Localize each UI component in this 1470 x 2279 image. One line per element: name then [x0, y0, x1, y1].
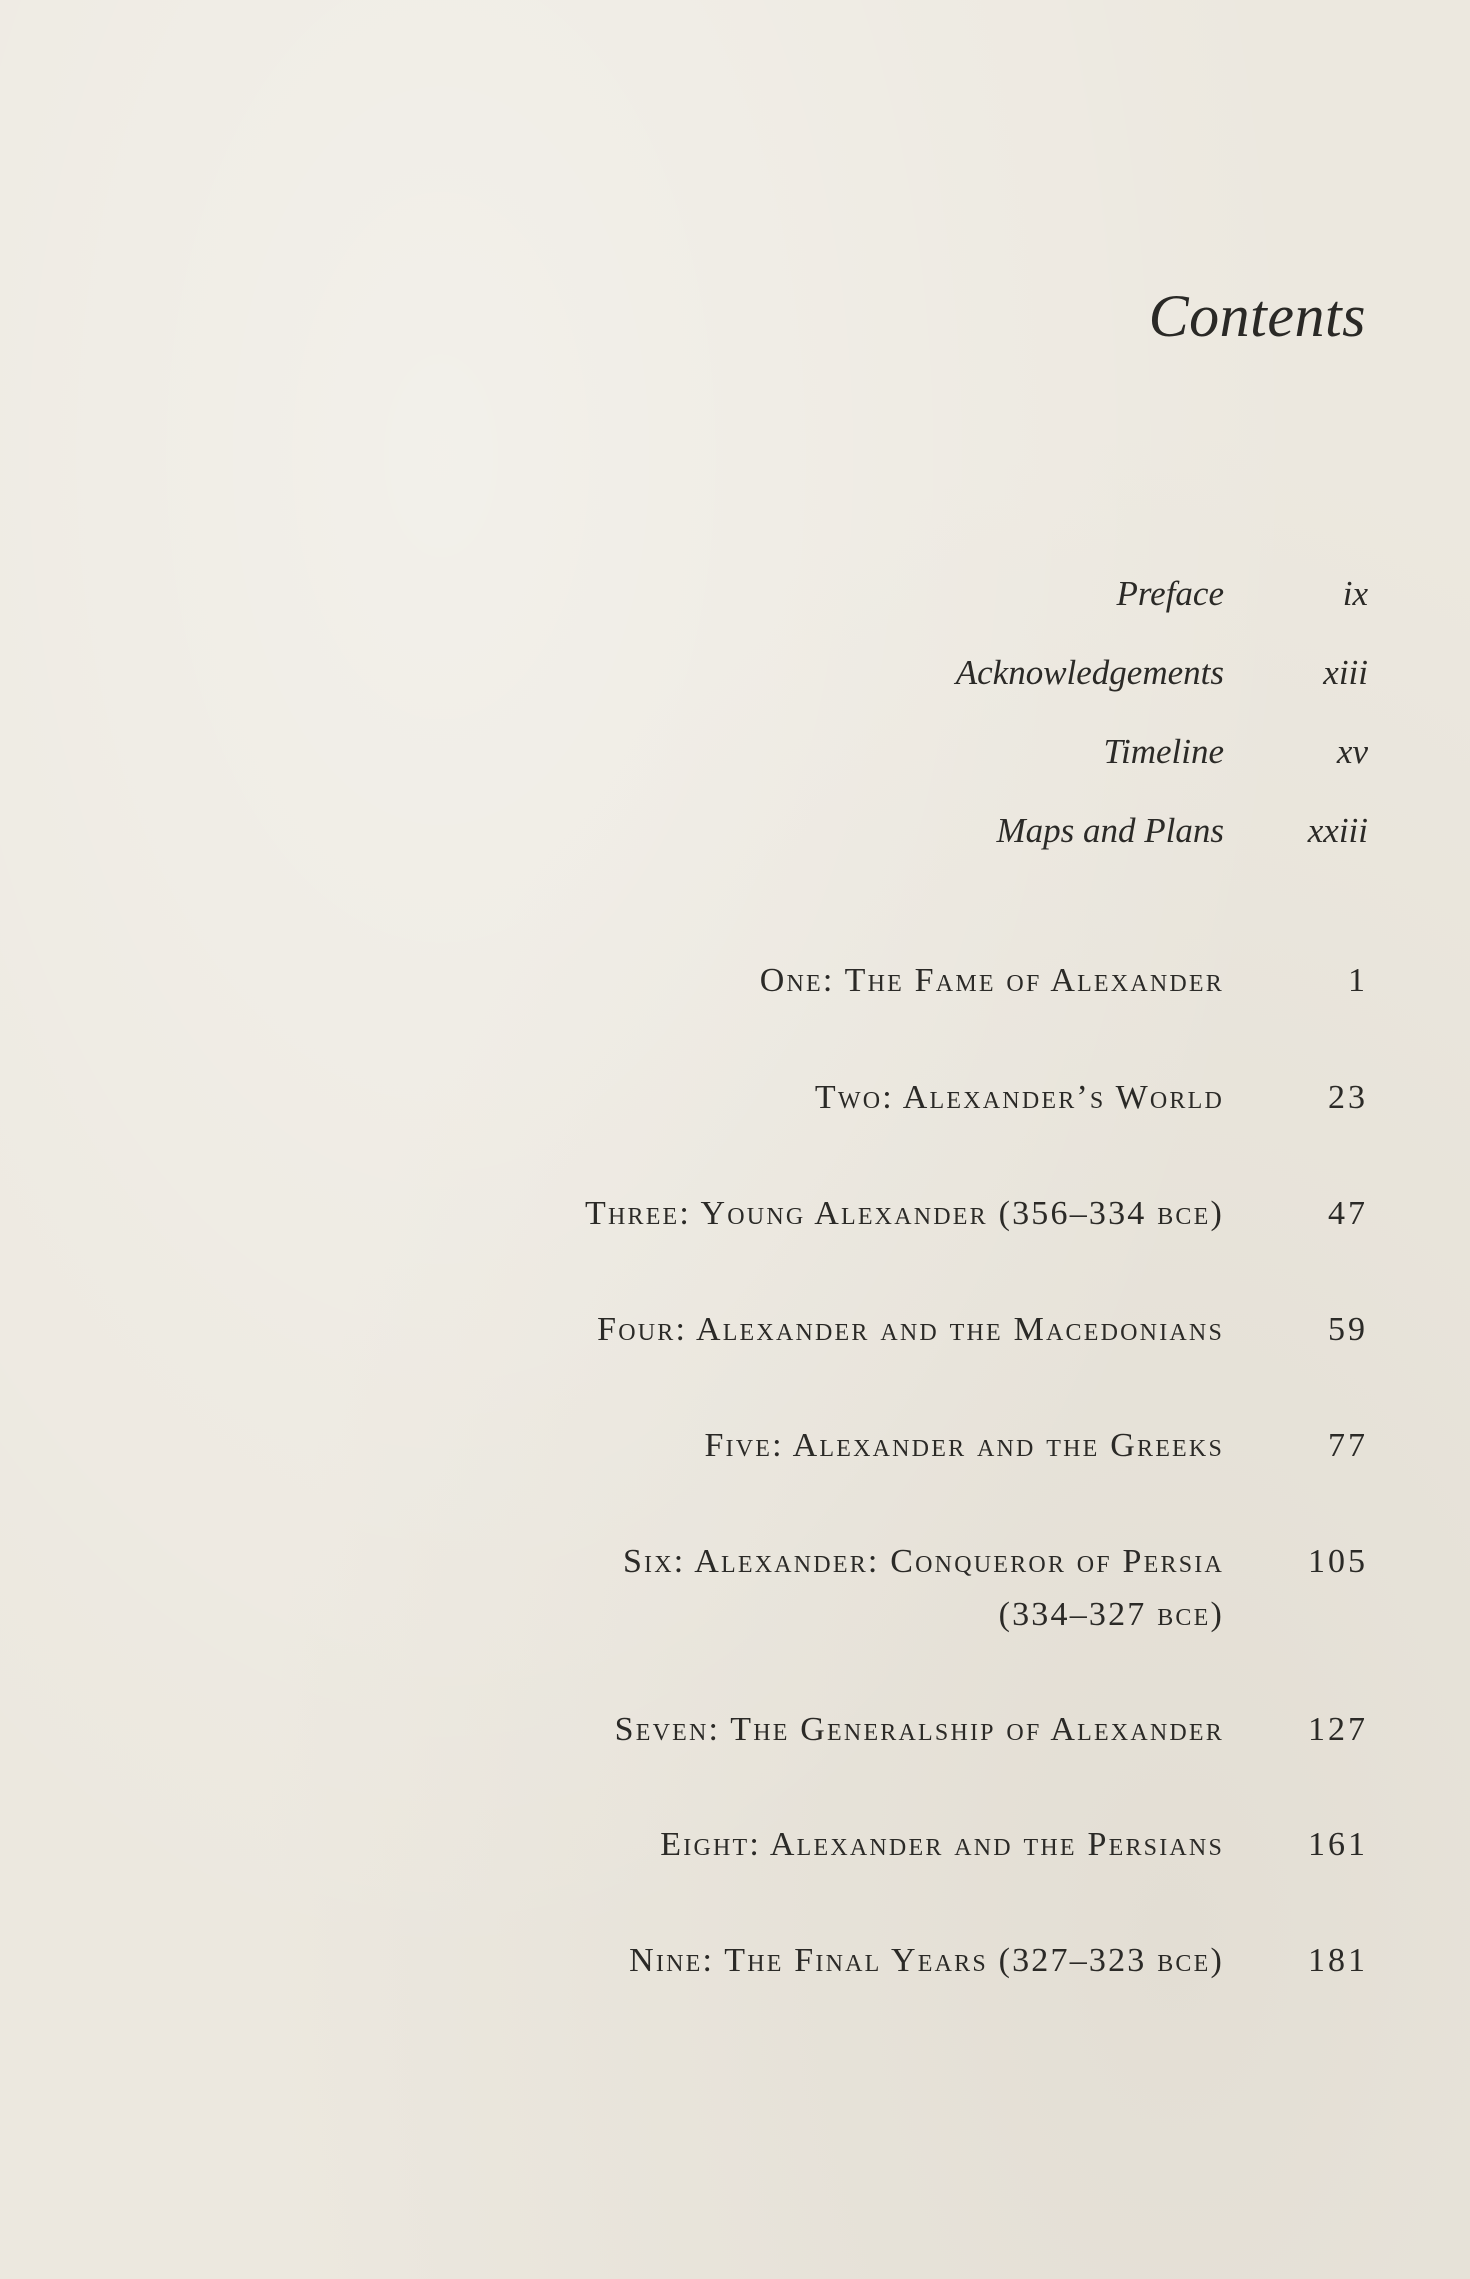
toc-entry-chapter-six[interactable]: [0, 1539, 1470, 1649]
toc-entry-chapter-seven[interactable]: [0, 1707, 1470, 1767]
toc-entry-chapter-two[interactable]: [0, 1075, 1470, 1135]
toc-entry-chapter-five[interactable]: [0, 1423, 1470, 1483]
toc-entry-page: 77: [1328, 1427, 1368, 1464]
toc-entry-preface[interactable]: [0, 572, 1470, 632]
toc-entry-label: Three: Young Alexander (356–334 bce): [584, 1195, 1224, 1232]
toc-entry-page: 127: [1308, 1711, 1368, 1748]
toc-entry-label: Six: Alexander: Conqueror of Persia: [622, 1543, 1224, 1580]
toc-entry-label: Preface: [1116, 574, 1224, 613]
toc-entry-page: 23: [1328, 1079, 1368, 1116]
toc-entry-label: Four: Alexander and the Macedonians: [597, 1311, 1224, 1348]
toc-entry-page: xiii: [1323, 653, 1368, 692]
toc-entry-page: 181: [1308, 1942, 1368, 1979]
toc-entry-chapter-eight[interactable]: [0, 1822, 1470, 1882]
toc-entry-chapter-one[interactable]: [0, 958, 1470, 1018]
toc-entry-label: Timeline: [1103, 732, 1224, 771]
toc-entry-label: Maps and Plans: [996, 811, 1224, 850]
toc-entry-page: 105: [1308, 1543, 1368, 1580]
toc-entry-page: xv: [1336, 732, 1368, 771]
toc-entry-page: 161: [1308, 1826, 1368, 1863]
toc-entry-chapter-four[interactable]: [0, 1307, 1470, 1367]
toc-entry-page: 59: [1328, 1311, 1368, 1348]
toc-entry-page: ix: [1342, 574, 1368, 613]
toc-entry-label: Seven: The Generalship of Alexander: [614, 1711, 1224, 1748]
toc-entry-page: 1: [1348, 962, 1368, 999]
toc-entry-chapter-nine[interactable]: [0, 1938, 1470, 1998]
toc-entry-label: Eight: Alexander and the Persians: [660, 1826, 1224, 1863]
toc-entry-label: Five: Alexander and the Greeks: [704, 1427, 1224, 1464]
toc-entry-timeline[interactable]: [0, 730, 1470, 790]
toc-entry-acknowledgements[interactable]: [0, 651, 1470, 711]
toc-entry-page: xxiii: [1307, 811, 1368, 850]
toc-entry-label-continued: (334–327 bce): [998, 1596, 1224, 1633]
toc-entry-chapter-three[interactable]: [0, 1191, 1470, 1251]
toc-entry-label: Two: Alexander’s World: [814, 1079, 1224, 1116]
contents-heading: Contents: [1148, 283, 1366, 349]
toc-entry-page: 47: [1328, 1195, 1368, 1232]
toc-entry-label: Nine: The Final Years (327–323 bce): [629, 1942, 1224, 1979]
toc-entry-label: One: The Fame of Alexander: [759, 962, 1224, 999]
toc-entry-maps-and-plans[interactable]: [0, 809, 1470, 869]
toc-entry-label: Acknowledgements: [955, 653, 1224, 692]
